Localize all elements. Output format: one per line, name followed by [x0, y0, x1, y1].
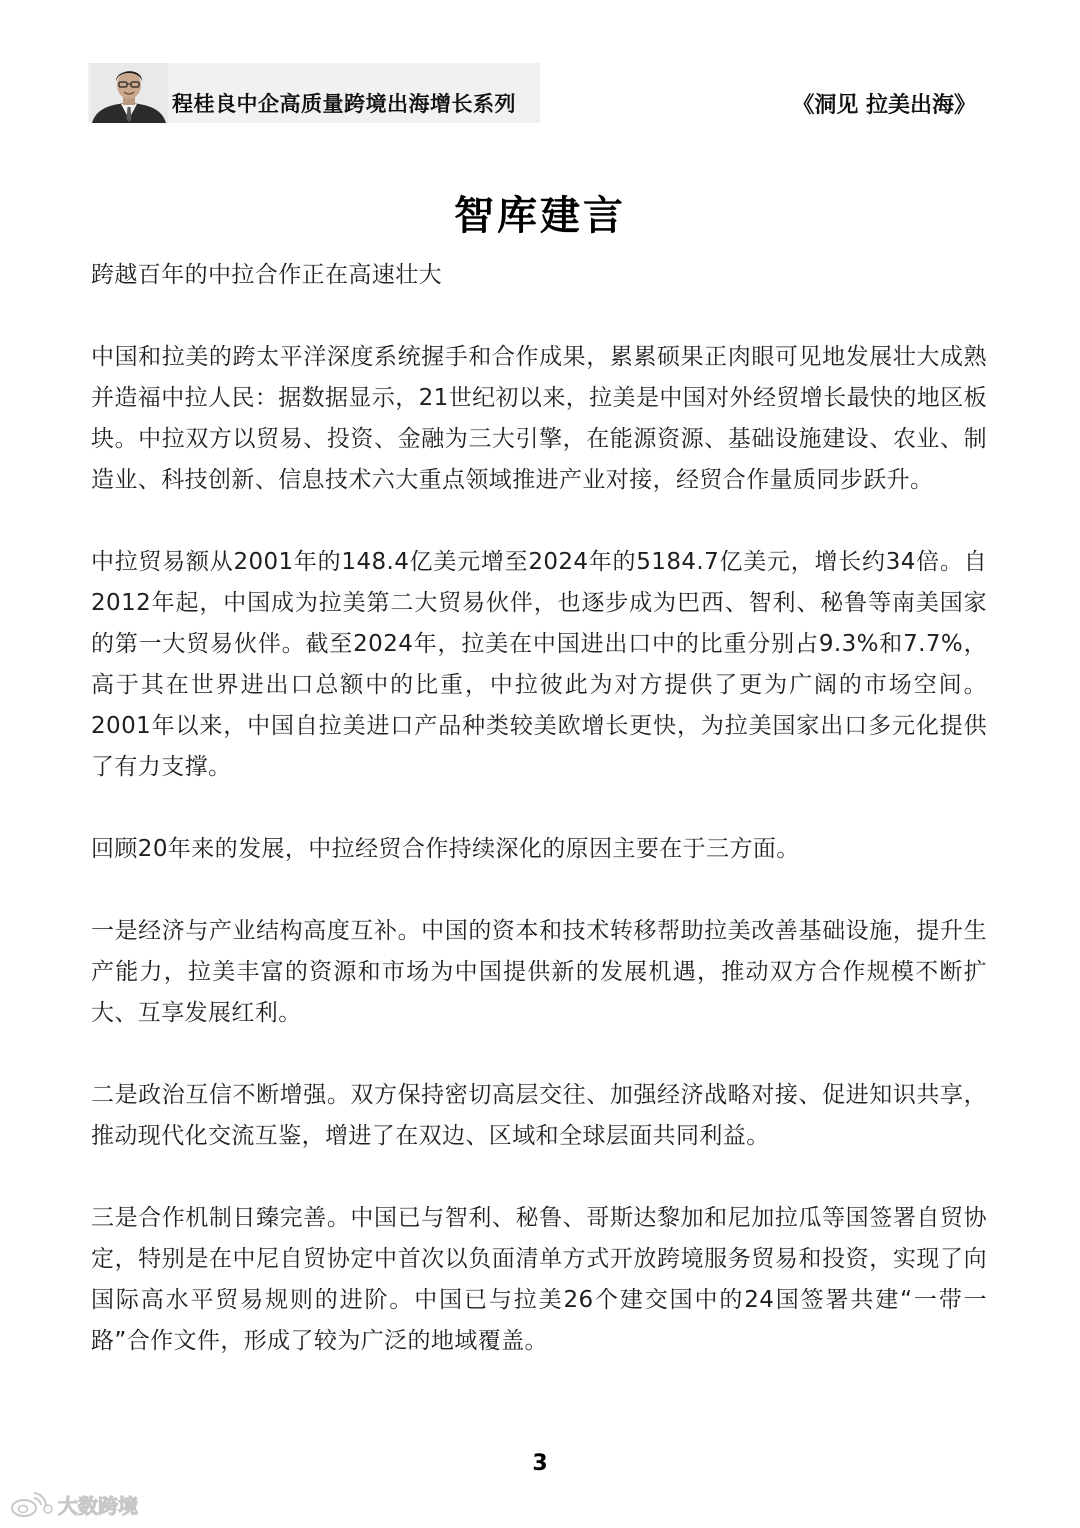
paragraph: 三是合作机制日臻完善。中国已与智利、秘鲁、哥斯达黎加和尼加拉瓜等国签署自贸协定，特别是在中尼自贸协定中首次以负面清单方式开放跨境服务贸易和投资，实现了向国际高水平贸易规则的进阶。中国已与拉美26个建交国中的24国签署共建“一带一路”合作文件，形成了较为广泛的地域覆盖。 [91, 1205, 987, 1354]
paragraph: 回顾20年来的发展，中拉经贸合作持续深化的原因主要在于三方面。 [91, 836, 800, 862]
weibo-logo-icon [10, 1492, 54, 1518]
paragraph: 一是经济与产业结构高度互补。中国的资本和技术转移帮助拉美改善基础设施，提升生产能力，拉美丰富的资源和市场为中国提供新的发展机遇，推动双方合作规模不断扩大、互享发展红利。 [91, 918, 987, 1026]
page-title: 智库建言 [454, 193, 626, 239]
lead-paragraph: 跨越百年的中拉合作正在高速壮大 [91, 262, 442, 288]
article-body [91, 255, 987, 1403]
book-title: 《洞见 拉美出海》 [792, 93, 976, 118]
author-photo [90, 63, 168, 123]
paragraph: 中拉贸易额从2001年的148.4亿美元增至2024年的5184.7亿美元，增长约34倍。自2012年起，中国成为拉美第二大贸易伙伴，也逐步成为巴西、智利、秘鲁等南美国家的第一大贸易伙伴。截至2024年，拉美在中国进出口中的比重分别占9.3%和7.7%，高于其在世界进出口总额中的比重，中拉彼此为对方提供了更为广阔的市场空间。2001年以来，中国自拉美进口产品种类较美欧增长更快，为拉美国家出口多元化提供了有力支撑。 [91, 549, 987, 780]
paragraph: 中国和拉美的跨太平洋深度系统握手和合作成果，累累硕果正肉眼可见地发展壮大成熟并造福中拉人民：据数据显示，21世纪初以来，拉美是中国对外经贸增长最快的地区板块。中拉双方以贸易、投资、金融为三大引擎，在能源资源、基础设施建设、农业、制造业、科技创新、信息技术六大重点领域推进产业对接，经贸合作量质同步跃升。 [91, 344, 987, 493]
series-title: 程桂良中企高质量跨境出海增长系列 [172, 92, 516, 116]
watermark-text: 大数跨境 [58, 1494, 138, 1518]
watermark [10, 1490, 138, 1519]
paragraph: 二是政治互信不断增强。双方保持密切高层交往、加强经济战略对接、促进知识共享，推动现代化交流互鉴，增进了在双边、区域和全球层面共同利益。 [91, 1082, 987, 1149]
page-number: 3 [532, 1451, 548, 1476]
